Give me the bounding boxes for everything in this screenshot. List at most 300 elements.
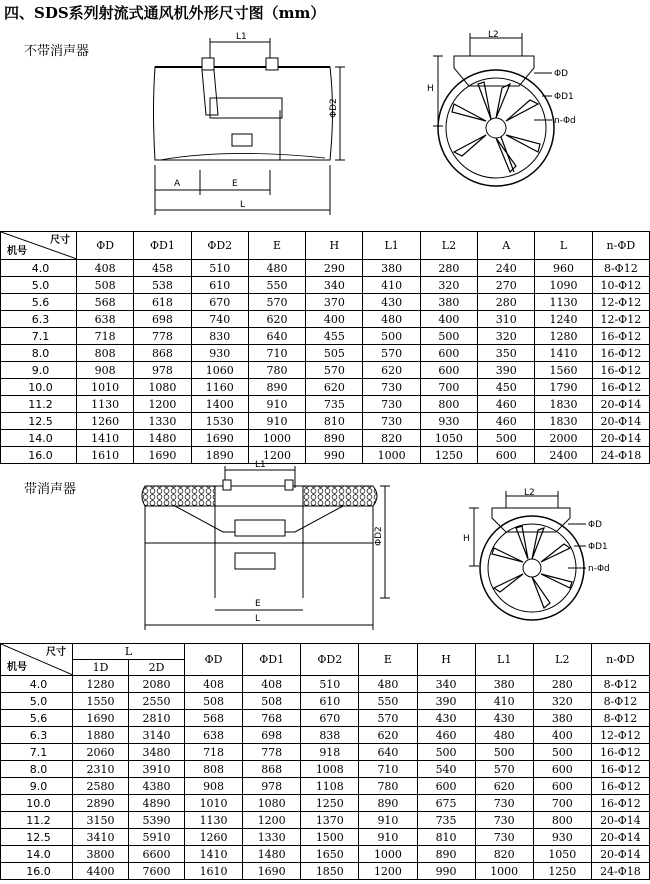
table-cell: 1400 [191,396,248,413]
table-cell: 620 [475,778,533,795]
table1-header: n-ΦD [592,232,649,260]
table-cell: 380 [363,260,420,277]
model-number-cell: 8.0 [1,345,77,362]
table-cell: 510 [191,260,248,277]
table-cell: 1008 [301,761,359,778]
table-cell: 380 [475,676,533,693]
table-cell: 978 [243,778,301,795]
table-cell: 1560 [535,362,592,379]
table-cell: 550 [248,277,305,294]
table-cell: 8-Φ12 [591,710,649,727]
table-row [1,676,650,693]
section2-subtitle: 带消声器 [24,482,77,497]
table2-header: H [417,644,475,676]
table-cell: 16-Φ12 [591,795,649,812]
model-number-cell: 9.0 [1,362,77,379]
table-cell: 6600 [129,846,185,863]
table-cell: 2580 [73,778,129,795]
table-cell: 1050 [420,430,477,447]
table-cell: 350 [478,345,535,362]
model-number-cell: 5.0 [1,693,73,710]
table-cell: 1480 [243,846,301,863]
table-cell: 1410 [185,846,243,863]
table-cell: 8-Φ12 [591,693,649,710]
table1-header: H [306,232,363,260]
model-number-cell: 14.0 [1,430,77,447]
table-cell: 390 [417,693,475,710]
table-cell: 670 [191,294,248,311]
table1-header: L2 [420,232,477,260]
table-cell: 510 [301,676,359,693]
table-cell: 1850 [301,863,359,880]
dim-label-h-2: H [463,534,470,544]
table2-header: L2 [533,644,591,676]
table-cell: 600 [533,761,591,778]
table-cell: 990 [417,863,475,880]
table-cell: 800 [533,812,591,829]
table2-corner-cell [1,644,73,676]
model-number-cell: 8.0 [1,761,73,778]
table-cell: 16-Φ12 [591,761,649,778]
table-cell: 380 [420,294,477,311]
model-number-cell: 16.0 [1,863,73,880]
table-row [1,430,650,447]
table-cell: 570 [248,294,305,311]
table-row [1,413,650,430]
table-cell: 3480 [129,744,185,761]
table-row [1,761,650,778]
table-cell: 8-Φ12 [591,676,649,693]
table-cell: 340 [417,676,475,693]
table-cell: 1080 [243,795,301,812]
table-cell: 675 [417,795,475,812]
table-cell: 868 [243,761,301,778]
table-cell: 5910 [129,829,185,846]
dim-label-l1: L1 [236,32,247,42]
table-cell: 600 [478,447,535,464]
table-cell: 280 [420,260,477,277]
table-cell: 4400 [73,863,129,880]
table-cell: 1250 [301,795,359,812]
table-cell: 930 [191,345,248,362]
table-cell: 638 [185,727,243,744]
table-cell: 500 [533,744,591,761]
table-cell: 1260 [185,829,243,846]
table-cell: 820 [363,430,420,447]
table-cell: 320 [533,693,591,710]
table-cell: 550 [359,693,417,710]
page-title: 四、SDS系列射流式通风机外形尺寸图（mm） [4,4,326,22]
table-cell: 820 [475,846,533,863]
table-cell: 710 [248,345,305,362]
table-cell: 1330 [134,413,191,430]
table-cell: 1410 [535,345,592,362]
table-cell: 1108 [301,778,359,795]
table-cell: 780 [248,362,305,379]
table-cell: 12-Φ12 [592,294,649,311]
table-cell: 2400 [535,447,592,464]
dim-label-d1: ΦD1 [554,92,574,102]
table-cell: 380 [533,710,591,727]
table-cell: 16-Φ12 [591,778,649,795]
table2-header: E [359,644,417,676]
table-cell: 910 [359,812,417,829]
table-cell: 778 [243,744,301,761]
table-cell: 1370 [301,812,359,829]
table-cell: 460 [478,413,535,430]
front-view-drawing-1 [424,28,604,203]
table-cell: 2890 [73,795,129,812]
table2-header: n-ΦD [591,644,649,676]
table-cell: 740 [191,311,248,328]
table-cell: 890 [417,846,475,863]
table-cell: 7600 [129,863,185,880]
section1-subtitle: 不带消声器 [24,44,90,59]
table-cell: 810 [417,829,475,846]
table-cell: 1200 [134,396,191,413]
table-cell: 978 [134,362,191,379]
dim-label-d: ΦD [554,69,569,79]
model-number-cell: 9.0 [1,778,73,795]
table-cell: 1240 [535,311,592,328]
table-cell: 1610 [185,863,243,880]
table-cell: 4890 [129,795,185,812]
table-cell: 890 [248,379,305,396]
table-cell: 1160 [191,379,248,396]
table-cell: 1090 [535,277,592,294]
table-cell: 600 [420,345,477,362]
table-cell: 2080 [129,676,185,693]
table-cell: 20-Φ14 [592,396,649,413]
model-number-cell: 12.5 [1,829,73,846]
table-cell: 8-Φ12 [592,260,649,277]
table-cell: 1260 [77,413,134,430]
table-row [1,710,650,727]
table-cell: 638 [77,311,134,328]
table1-header: L [535,232,592,260]
table1-corner-model: 机号 [7,246,27,257]
model-number-cell: 7.1 [1,744,73,761]
dim-label-l2: L2 [488,30,499,40]
table-cell: 1000 [359,846,417,863]
table-cell: 1830 [535,413,592,430]
table2-l-sub-header: 2D [129,660,185,676]
table-cell: 1650 [301,846,359,863]
table-row [1,277,650,294]
table-cell: 20-Φ14 [592,430,649,447]
table-cell: 500 [420,328,477,345]
table-cell: 20-Φ14 [592,413,649,430]
dim-label-l: L [240,200,246,210]
table-cell: 618 [134,294,191,311]
table-cell: 1690 [243,863,301,880]
table-cell: 700 [420,379,477,396]
table-cell: 698 [134,311,191,328]
table-cell: 290 [306,260,363,277]
table-cell: 1130 [185,812,243,829]
table-cell: 1130 [535,294,592,311]
table-cell: 508 [243,693,301,710]
table-cell: 2000 [535,430,592,447]
table-cell: 340 [306,277,363,294]
table-cell: 480 [248,260,305,277]
table-cell: 3150 [73,812,129,829]
table-cell: 600 [417,778,475,795]
table-cell: 1250 [533,863,591,880]
table-cell: 700 [533,795,591,812]
table-cell: 410 [363,277,420,294]
table-cell: 540 [417,761,475,778]
table-cell: 730 [475,795,533,812]
table-cell: 930 [420,413,477,430]
table2-l-group-header: L [73,644,185,660]
table-cell: 600 [533,778,591,795]
model-number-cell: 4.0 [1,676,73,693]
table2-header: ΦD [185,644,243,676]
table2-header: ΦD1 [243,644,301,676]
model-number-cell: 11.2 [1,812,73,829]
table-cell: 430 [417,710,475,727]
model-number-cell: 10.0 [1,379,77,396]
table-cell: 320 [420,277,477,294]
table-cell: 620 [306,379,363,396]
table-cell: 1060 [191,362,248,379]
table-cell: 610 [191,277,248,294]
table-row [1,260,650,277]
table-cell: 908 [185,778,243,795]
table-cell: 730 [475,829,533,846]
table-row [1,362,650,379]
model-number-cell: 10.0 [1,795,73,812]
table-cell: 480 [363,311,420,328]
table-cell: 1610 [77,447,134,464]
table-cell: 1000 [248,430,305,447]
table-row [1,379,650,396]
table-cell: 808 [185,761,243,778]
table2-header: ΦD2 [301,644,359,676]
table-cell: 460 [478,396,535,413]
table-cell: 1830 [535,396,592,413]
table-cell: 16-Φ12 [592,362,649,379]
table-cell: 730 [363,413,420,430]
model-number-cell: 5.6 [1,710,73,727]
table-cell: 1690 [191,430,248,447]
table-cell: 5390 [129,812,185,829]
table-cell: 960 [535,260,592,277]
table-cell: 16-Φ12 [591,744,649,761]
table-cell: 16-Φ12 [592,379,649,396]
table-cell: 1280 [535,328,592,345]
table-cell: 1500 [301,829,359,846]
table-row [1,311,650,328]
dim-label-h: H [427,84,434,94]
table-cell: 500 [478,430,535,447]
table-cell: 718 [185,744,243,761]
table-cell: 3410 [73,829,129,846]
table-cell: 458 [134,260,191,277]
table-cell: 12-Φ12 [592,311,649,328]
table-cell: 1690 [73,710,129,727]
table-cell: 1550 [73,693,129,710]
table-cell: 600 [420,362,477,379]
side-view-drawing-1 [140,30,360,220]
table-cell: 1690 [134,447,191,464]
table-cell: 1280 [73,676,129,693]
table-cell: 3800 [73,846,129,863]
table-cell: 1010 [185,795,243,812]
table-cell: 1530 [191,413,248,430]
dim-label-l1-2: L1 [255,460,266,470]
model-number-cell: 7.1 [1,328,77,345]
table-cell: 810 [306,413,363,430]
table-cell: 1080 [134,379,191,396]
table-cell: 508 [77,277,134,294]
table-cell: 570 [363,345,420,362]
table-cell: 610 [301,693,359,710]
table-cell: 620 [248,311,305,328]
spec-table-with-silencer [0,643,650,880]
table-cell: 768 [243,710,301,727]
table-cell: 1880 [73,727,129,744]
table-row [1,778,650,795]
dim-label-a: A [174,179,181,189]
table2-corner-model: 机号 [7,662,27,673]
table-cell: 640 [359,744,417,761]
table-cell: 3910 [129,761,185,778]
model-number-cell: 11.2 [1,396,77,413]
table-cell: 408 [185,676,243,693]
table-row [1,812,650,829]
table1-header: A [478,232,535,260]
table-cell: 24-Φ18 [591,863,649,880]
table-cell: 908 [77,362,134,379]
table-cell: 12-Φ12 [591,727,649,744]
table-row [1,846,650,863]
table1-header: E [248,232,305,260]
table-cell: 570 [306,362,363,379]
table-cell: 390 [478,362,535,379]
table-cell: 2550 [129,693,185,710]
table-cell: 270 [478,277,535,294]
model-number-cell: 14.0 [1,846,73,863]
table-row [1,294,650,311]
table-cell: 500 [363,328,420,345]
table2-corner-size: 尺寸 [46,647,66,658]
table-row [1,727,650,744]
table-cell: 16-Φ12 [592,345,649,362]
dim-label-nd: n-Φd [554,116,576,126]
table-cell: 508 [185,693,243,710]
table-cell: 780 [359,778,417,795]
table-cell: 735 [417,812,475,829]
table-cell: 1130 [77,396,134,413]
table-cell: 730 [475,812,533,829]
model-number-cell: 4.0 [1,260,77,277]
table2-header: L1 [475,644,533,676]
table-cell: 570 [475,761,533,778]
table-cell: 868 [134,345,191,362]
side-view-drawing-2 [135,458,395,638]
table-cell: 310 [478,311,535,328]
table-cell: 670 [301,710,359,727]
table-cell: 2310 [73,761,129,778]
table-cell: 20-Φ14 [591,812,649,829]
table-cell: 640 [248,328,305,345]
table-cell: 1200 [243,812,301,829]
table2-l-sub-header: 1D [73,660,129,676]
dim-label-l-2: L [255,614,261,624]
table-cell: 400 [306,311,363,328]
table-cell: 400 [420,311,477,328]
dim-label-d2-2: ΦD2 [374,526,384,546]
table-cell: 910 [248,413,305,430]
table-row [1,328,650,345]
table-cell: 620 [359,727,417,744]
table-cell: 280 [478,294,535,311]
table1-corner-cell [1,232,77,260]
table-cell: 890 [359,795,417,812]
table-cell: 408 [77,260,134,277]
table-cell: 500 [475,744,533,761]
table-cell: 1410 [77,430,134,447]
table-cell: 24-Φ18 [592,447,649,464]
table-cell: 710 [359,761,417,778]
table-cell: 778 [134,328,191,345]
table-cell: 990 [306,447,363,464]
table-cell: 1000 [475,863,533,880]
table-cell: 730 [363,379,420,396]
table-cell: 918 [301,744,359,761]
table1-corner-size: 尺寸 [50,235,70,246]
table-cell: 698 [243,727,301,744]
table-cell: 1200 [359,863,417,880]
dim-label-e: E [232,179,238,189]
table-cell: 20-Φ14 [591,829,649,846]
spec-table-no-silencer [0,231,650,464]
table-row [1,829,650,846]
table-cell: 408 [243,676,301,693]
table-cell: 890 [306,430,363,447]
table-cell: 2060 [73,744,129,761]
table-cell: 280 [533,676,591,693]
table-cell: 430 [363,294,420,311]
table-cell: 718 [77,328,134,345]
table-cell: 800 [420,396,477,413]
table-cell: 730 [363,396,420,413]
table-cell: 10-Φ12 [592,277,649,294]
table-cell: 1250 [420,447,477,464]
table-row [1,744,650,761]
table-cell: 1200 [248,447,305,464]
table-cell: 1330 [243,829,301,846]
table-cell: 930 [533,829,591,846]
model-number-cell: 12.5 [1,413,77,430]
table-cell: 2810 [129,710,185,727]
table1-header: L1 [363,232,420,260]
table-cell: 3140 [129,727,185,744]
table-cell: 538 [134,277,191,294]
table-cell: 455 [306,328,363,345]
table-cell: 370 [306,294,363,311]
table-cell: 1050 [533,846,591,863]
table-cell: 1890 [191,447,248,464]
table-cell: 500 [417,744,475,761]
table-cell: 450 [478,379,535,396]
dim-label-nd-2: n-Φd [588,564,610,574]
table-cell: 568 [185,710,243,727]
dim-label-e-2: E [255,599,261,609]
table-row [1,795,650,812]
